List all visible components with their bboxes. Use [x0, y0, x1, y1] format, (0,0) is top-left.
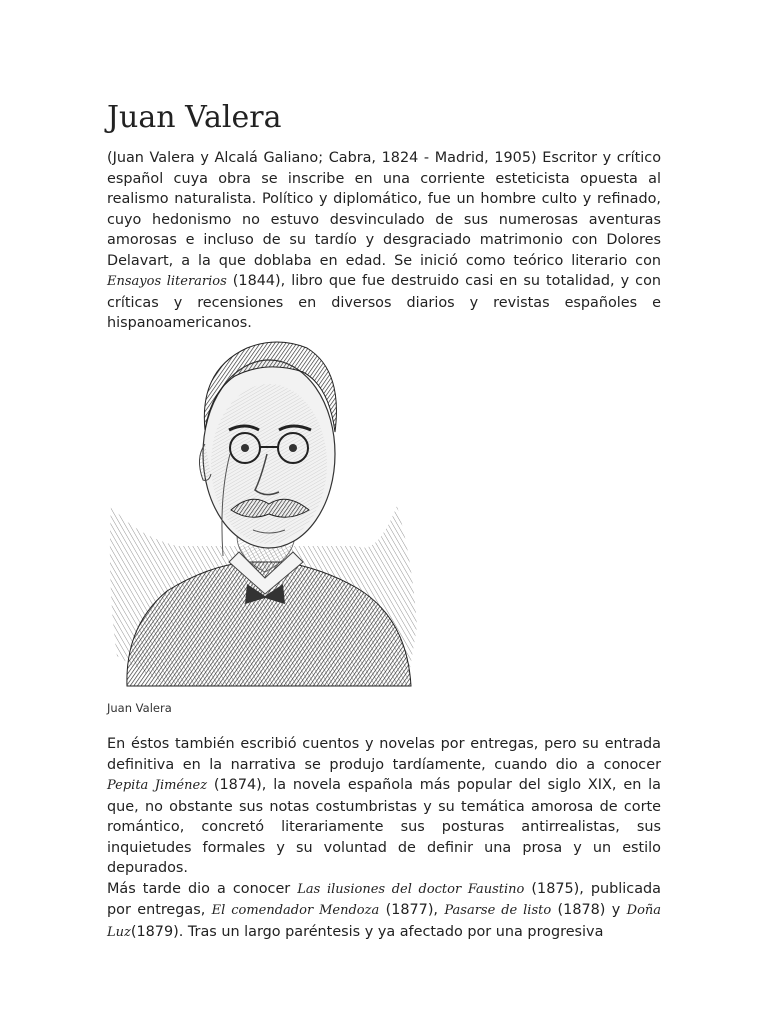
body2-text-4: (1878) y [551, 902, 627, 918]
body2-text-1: Más tarde dio a conocer [107, 880, 298, 897]
work-title-dona-luz: Doña Luz [107, 903, 662, 940]
work-title-faustino: Las ilusiones del doctor Faustino [297, 881, 525, 897]
work-title-pepita: Pepita Jiménez [107, 778, 208, 793]
body-paragraph-1 [107, 734, 661, 879]
body2-text-5: (1879). Tras un largo paréntesis y ya afectado por una progresiva [130, 923, 604, 940]
intro-paragraph [107, 148, 661, 334]
page-title: Juan Valera [107, 100, 282, 135]
figure-caption: Juan Valera [107, 701, 172, 715]
body2-text-2: (1875), publicada por entregas, [107, 880, 661, 918]
body2-text-3: (1877), [379, 902, 445, 918]
body1-text-2: (1874), la novela española más popular del siglo XIX, en la que, no obstante sus notas costumbristas y su temática amorosa de corte romántico, concretó literariamente sus posturas antirrealistas, sus inquietudes formales y su voluntad de definir una prosa y un estilo depurados. [107, 777, 661, 876]
work-title-comendador: El comendador Mendoza [211, 903, 380, 918]
body-text [107, 734, 661, 943]
intro-text-2: (1844), libro que fue destruido casi en su totalidad, y con críticas y recensiones en diversos diarios y revistas españoles e hispanoamericanos. [107, 273, 661, 331]
body1-text-1: En éstos también escribió cuentos y novelas por entregas, pero su entrada definitiva en la narrativa se produjo tardíamente, cuando dio a conocer [107, 736, 661, 773]
portrait-image [107, 326, 419, 688]
body-paragraph-2 [107, 879, 661, 944]
work-title-pasarse: Pasarse de listo [444, 903, 552, 918]
work-title-ensayos: Ensayos literarios [107, 274, 227, 289]
intro-text-1: (Juan Valera y Alcalá Galiano; Cabra, 1824 - Madrid, 1905) Escritor y crítico español cuya obra se inscribe en una corriente esteticista opuesta al realismo naturalista. Político y diplomático, fue un hombre culto y refinado, cuyo hedonismo no estuvo desvinculado de sus numerosas aventuras amorosas e incluso de su tardío y desgraciado matrimonio con Dolores Delavart, a la que doblaba en edad. Se inició como teórico literario con [107, 150, 661, 269]
